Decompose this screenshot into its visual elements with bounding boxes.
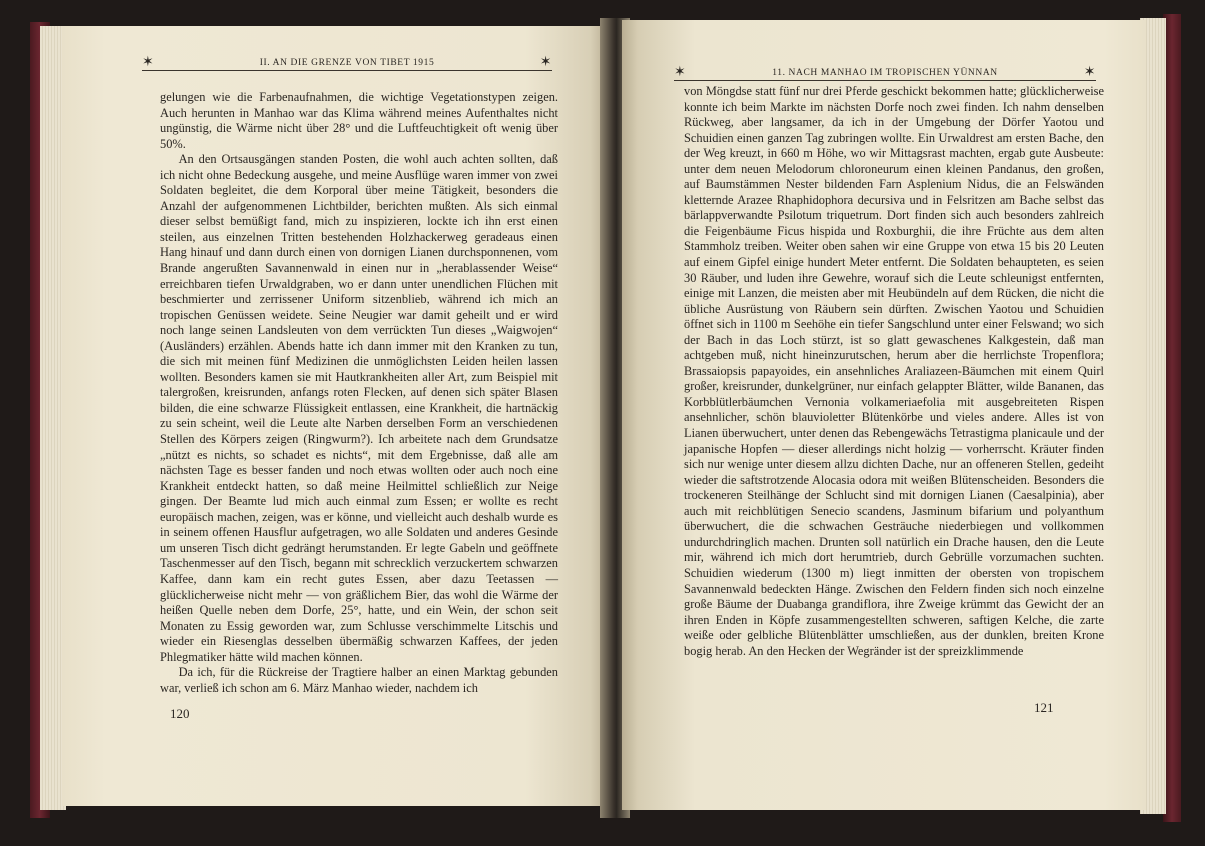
asterisk-ornament-icon: ✶ [142,55,155,70]
paragraph: von Möngdse statt fünf nur drei Pferde geschickt bekommen hatte; glücklicherweise konnte ich beim Markte im nächsten Dorfe noch zwei finden. Ich nahm denselben Rückweg, aber langsamer, da ich in der Umgebung der Dörfer Yaotou und Schuidien einen ganzen Tag zubringen wollte. Ein Urwaldrest am ersten Bache, den der Weg kreuzt, in 660 m Höhe, wo wir Mittagsrast machten, ergab gute Ausbeute: unter dem neuen Melodorum chloroneurum einen kleinen Pandanus, den großen, auf Baumstämmen Nester bildenden Farn Asplenium Nidus, die an Felswänden kletternde Arazee Rhaphidophora decursiva und in Felsritzen am Bache selbst das bärlappverwandte Psilotum triquetrum. Dort finden sich auch besonders zahlreich die Feigenbäume Ficus hispida und Roxburghii, die ihre Früchte aus dem alten Stammholz treiben. Weiter oben sahen wir eine Gruppe von etwa 15 bis 20 Leuten auf einem Gipfel einige hundert Meter entfernt. Die Soldaten behaupteten, es seien 30 Räuber, und luden ihre Gewehre, worauf sich die Leute schleunigst entfernten, einige mit Lanzen, die meisten aber mit Heubündeln auf dem Rücken, die nicht die übliche Ausrüstung von Räubern sein dürften. Zwischen Yaotou und Schuidien öffnet sich in 1100 m Seehöhe ein tiefer Sangschlund unter einer Felswand; wo sich der Bach in das Loch stürzt, ist so glatt gewaschenes Kalkgestein, daß man achtgeben muß, nicht hineinzurutschen, herum aber die herrlichste Tropenflora; Brassaiopsis papayoides, ein ansehnliches Araliazeen-Bäumchen mit einem Quirl großer, kreisrunder, dunkelgrüner, nur einfach gelappter Blätter, wilde Bananen, das Korbblütlerbäumchen Vernonia volkameriaefolia mit ausgebreiteten Rispen ansehnlicher, schön blauvioletter Blütenkörbe und vieles andere. Alles ist von Lianen überwuchert, unter denen das Rebengewächs Tetrastigma planicaule und der japanische Hopfen — dieser allerdings nicht holzig — vorherrscht. Kräuter finden sich nur wenige unter diesem allzu dichten Dache, nur an offeneren Stellen, gedeiht wieder die saftstrotzende Alocasia odora mit weißen Blütenscheiden. Besonders die trockeneren Steilhänge der Schlucht sind mit dornigen Lianen (Caesalpinia), aber auch mit reichblütigen Senecio scandens, Jasminum bifarium und polyanthum überwuchert, die die schwachen Gesträuche niederbiegen und vollkommen undurchdringlich machen. Drunten soll natürlich ein Drache hausen, den die Leute mir, während ich mich dort herumtrieb, durch Gebrülle vorzumachen suchten. Schuidien wiederum (1300 m) liegt inmitten der obersten von tropischem Savannenwald bedeckten Hänge. Zwischen den Feldern finden sich noch einzelne große Bäume der Duabanga grandiflora, ihre Zweige krümmt das Gewicht der an ihren Enden in Köpfe zusammengestellten schweren, saftigen Kelche, die zarte weiße oder gelbliche Blütenblätter umschließen, aus der dunklen, breiten Krone bogig herab. An den Hecken der Wegränder ist der spreizklimmende [684,84,1104,658]
right-running-title: 11. NACH MANHAO IM TROPISCHEN YÜNNAN [772,68,998,78]
right-page-header [674,58,1096,81]
paragraph: gelungen wie die Farbenaufnahmen, die wichtige Vegetationstypen zeigen. Auch herunten in Manhao war das Klima während meines Aufenthaltes nicht ungünstig, die Wärme nicht über 28° und die Luftfeuchtigkeit oft wenig über 50%. [160,90,558,151]
left-page-body [160,90,558,696]
asterisk-ornament-icon: ✶ [539,55,552,70]
asterisk-ornament-icon: ✶ [1083,65,1096,80]
right-page [622,20,1146,810]
left-page-number: 120 [170,706,190,721]
right-page-number: 121 [1034,700,1054,715]
right-page-body [684,84,1104,659]
paragraph: An den Ortsausgängen standen Posten, die wohl auch achten sollten, daß ich nicht ohne Bedeckung ausgehe, und meine Ausflüge waren immer von zwei Soldaten begleitet, die dem Korporal über meine Tätigkeit, besonders die Anzahl der aufgenommenen Lichtbilder, berichten mußten. Als sich einmal dieser selbst bemüßigt fand, mich zu inspizieren, lockte ich ihn erst einen steilen, aus einzelnen Tritten bestehenden Holzhackerweg geradeaus einen Hang hinauf und dann durch einen von dornigen Lianen durchsponnenen, vom Brande angerußten Savannenwald in einen nur in „herablassender Weise“ erreichbaren tiefen Urwaldgraben, wo er dann unter unendlichen Flüchen mit beschmierter und zerrissener Uniform sitzenblieb, während ich mich an tropischen Genüssen weidete. Seine Neugier war damit geheilt und er wird noch lange seinen Landsleuten von dem verrückten Tun dieses „Waigwojen“ (Ausländers) erzählen. Abends hatte ich dann immer mit den Kranken zu tun, die sich mit meinen fünf Medizinen die unmöglichsten Leiden heilen lassen wollten. Besonders kamen sie mit Hautkrankheiten aller Art, zum Beispiel mit talergroßen, kreisrunden, anfangs roten Flecken, auf denen sich später Blasen bilden, die eine schwarze Flüssigkeit entlassen, eine Krankheit, die hartnäckig zu sein scheint, weil die Leute alte Narben derselben Form an verschiedenen Stellen des Körpers zeigen (Ringwurm?). Ich arbeitete nach dem Grundsatze „nützt es nichts, so schadet es nichts“, mit dem Ergebnisse, daß alle am nächsten Tage es besser fanden und noch etwas wollten oder auch noch eine Krankheit entdeckt hatten, so daß meine Heilmittel schließlich zur Neige gingen. Der Beamte lud mich auch einmal zum Essen; er wollte es recht europäisch machen, zeigen, was er könne, und vielleicht auch deshalb wurde es in seinem offenen Hausflur aufgetragen, wo alle Soldaten und anderes Gesinde um unseren Tisch dicht gedrängt herumstanden. Er legte Gabeln und geöffnete Taschenmesser auf den Tisch, begann mit schrecklich verzuckertem schwarzen Kaffee, dann kam ein recht gutes Essen, aber dazu Teetassen — glücklicherweise nicht mehr — von gräßlichem Bier, das wohl die Wärme der heißen Quelle neben dem Dorfe, 25°, hatte, und ein Wein, der schon seit Monaten zu Essig geworden war, zum Schlusse verschimmelte Litschis und wieder ein Riesenglas desselben übermäßig schwarzen Kaffees, der jeden Phlegmatiker hätte wild machen können. [160,152,558,664]
left-page-header [142,48,552,71]
asterisk-ornament-icon: ✶ [674,65,687,80]
left-page [62,26,607,806]
left-running-title: II. AN DIE GRENZE VON TIBET 1915 [259,58,435,68]
paragraph: Da ich, für die Rückreise der Tragtiere halber an einen Marktag gebunden war, verließ ich schon am 6. März Manhao wieder, nachdem ich [160,665,558,695]
